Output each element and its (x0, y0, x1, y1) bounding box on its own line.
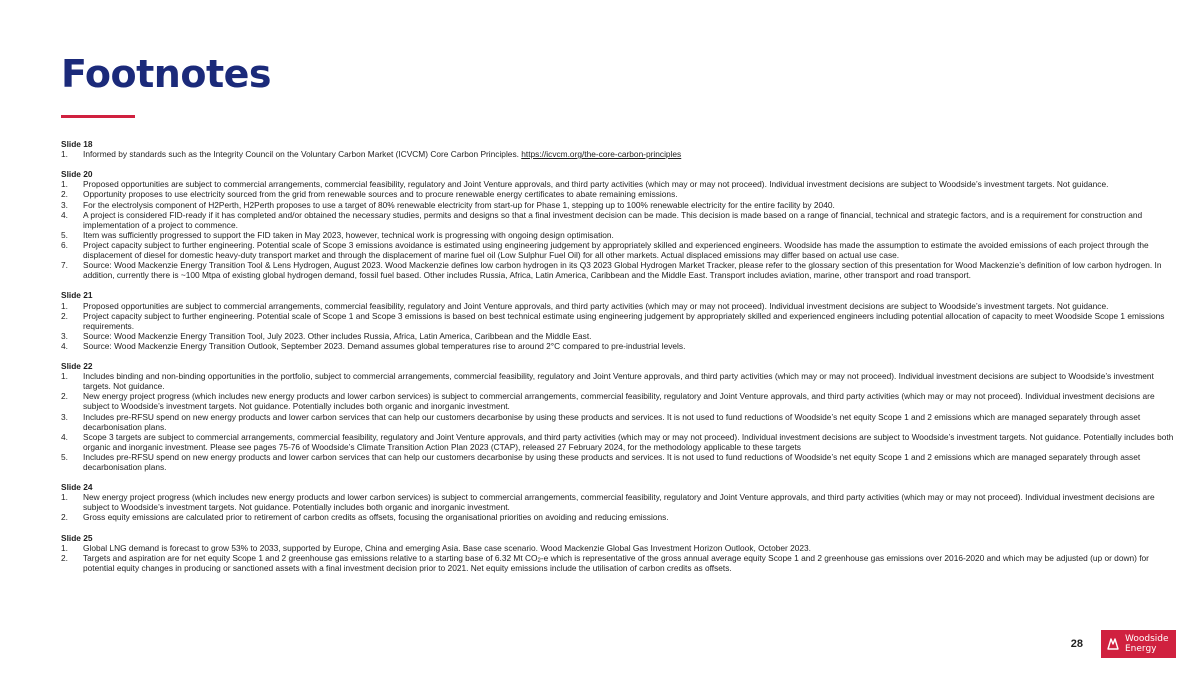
footnote-list (61, 149, 1175, 159)
footnote-number: 4. (61, 431, 68, 442)
footnote-text-continued: -e which is representative of the gross annual average equity Scope 1 and 2 greenhouse gas emissions over 2016-2020 and which may be adjusted (up or down) for potential equity changes in producing or sanctioned assets with a final investment decision prior to 2021. Net equity emissions include the utilisation of carbon credits as offsets. (83, 552, 1149, 573)
woodside-energy-logo (1101, 630, 1176, 658)
section-heading: Slide 24 (61, 482, 93, 493)
footnote-number: 1. (61, 300, 68, 311)
footnote-number: 2. (61, 189, 68, 200)
section-heading: Slide 21 (61, 290, 93, 301)
title-underline (61, 115, 135, 118)
footnote-number: 4. (61, 340, 68, 351)
footnote-section (61, 533, 1175, 573)
footnote-item (61, 341, 1175, 351)
footnote-number: 2. (61, 552, 68, 563)
footnote-item (61, 512, 1175, 522)
footnote-item (61, 492, 1175, 512)
section-heading: Slide 20 (61, 169, 93, 180)
footnote-item (61, 240, 1175, 260)
footnote-text: Project capacity subject to further engineering. Potential scale of Scope 1 and Scope 3 emissions is based on best technical estimate using engineering judgement by appropriately skilled and experienced engineers including potential allocation of capacity to meet Woodside Scope 1 emissions requirements. (83, 310, 1165, 331)
footnote-number: 3. (61, 199, 68, 210)
footnote-text: Project capacity subject to further engineering. Potential scale of Scope 3 emissions avoidance is estimated using engineering judgement by appropriately skilled and experienced engineers. Woodside has made the assumption to estimate the avoided emissions of each project through the displacement of diesel for domestic heavy-duty transport market and through the displacement of marine fuel oil (Low Sulphur Fuel Oil) for all other markets. Actual displaced emissions may differ based on actual use case. (83, 239, 1149, 261)
footnotes-body (61, 139, 1175, 583)
footnote-item (61, 301, 1175, 311)
footnote-number: 3. (61, 330, 68, 341)
footnote-number: 6. (61, 239, 68, 250)
woodside-flame-icon (1101, 630, 1125, 658)
footnote-number: 2. (61, 391, 68, 402)
footnote-list (61, 492, 1175, 522)
footnote-number: 4. (61, 209, 68, 220)
footnote-text: A project is considered FID-ready if it has completed and/or obtained the necessary studies, permits and designs so that a final investment decision can be made. This decision is made based on a range of financial, technical and strategic factors, and is a requirement for construction and implementation of a project to commence. (83, 209, 1143, 230)
footnote-link[interactable]: https://icvcm.org/the-core-carbon-principles (521, 149, 682, 160)
footnote-number: 2. (61, 512, 68, 523)
footnote-item (61, 432, 1175, 452)
footnote-item (61, 179, 1175, 189)
footnote-item (61, 200, 1175, 210)
logo-line-2: Energy (1125, 644, 1157, 654)
section-heading: Slide 22 (61, 361, 93, 372)
footnote-number: 1. (61, 542, 68, 553)
footnote-section (61, 169, 1175, 280)
footnote-item (61, 412, 1175, 432)
footnote-text: Source: Wood Mackenzie Energy Transition Tool & Lens Hydrogen, August 2023. Wood Mackenzie defines low carbon hydrogen in its Q3 2023 Global Hydrogen Market Tracker, please refer to the glossary section of this presentation for Wood Mackenzie’s definition of low carbon hydrogen. In addition, currently there is ~100 Mtpa of existing global hydrogen demand, fossil fuel based. Other includes Russia, Africa, Latin America, Caribbean and the Middle East. Transport includes aviation, marine, other transport and road transport. (83, 260, 1162, 281)
footnote-list (61, 301, 1175, 351)
footnote-list (61, 179, 1175, 280)
footnote-item (61, 230, 1175, 240)
footnote-number: 1. (61, 371, 68, 382)
footnote-number: 3. (61, 411, 68, 422)
subscript: 2 (537, 557, 541, 564)
footnote-text: Informed by standards such as the Integrity Council on the Voluntary Carbon Market (ICVCM) Core Carbon Principles. (83, 149, 522, 160)
footnote-text: Scope 3 targets are subject to commercial arrangements, commercial feasibility, regulatory and Joint Venture approvals, and third party activities (which may or may not proceed). Individual investment decisions are subject to Woodside’s investment targets. Not guidance. Potentially includes both organic and inorganic investment. Please see pages 75-76 of Woodside’s Climate Transition Action Plan 2023 (CTAP), released 27 February 2024, for the methodology applicable to these targets (83, 431, 1174, 452)
logo-line-1: Woodside (1125, 634, 1169, 644)
footnote-item (61, 149, 1175, 159)
footnote-number: 1. (61, 179, 68, 190)
footnote-item (61, 311, 1175, 331)
footnote-text: Global LNG demand is forecast to grow 53% to 2033, supported by Europe, China and emerging Asia. Base case scenario. Wood Mackenzie Global Gas Investment Horizon Outlook, October 2023. (83, 542, 812, 553)
footnote-text: Source: Wood Mackenzie Energy Transition Outlook, September 2023. Demand assumes global temperatures rise to around 2°C compared to pre-industrial levels. (83, 340, 686, 351)
footnote-section (61, 482, 1175, 522)
section-heading: Slide 18 (61, 139, 93, 149)
footnote-text: Opportunity proposes to use electricity sourced from the grid from renewable sources and to procure renewable energy certificates to abate remaining emissions. (83, 189, 678, 200)
footnote-text: New energy project progress (which includes new energy products and lower carbon services) is subject to commercial arrangements, commercial feasibility, regulatory and Joint Venture approvals, and third party activities (which may or may not proceed). Individual investment decisions are subject to Woodside’s investment targets. Not guidance. Potentially includes both organic and inorganic investment. (83, 391, 1155, 412)
footnote-item (61, 543, 1175, 553)
footnote-item (61, 391, 1175, 411)
footnote-text: Includes binding and non-binding opportunities in the portfolio, subject to commercial arrangements, commercial feasibility, regulatory and Joint Venture approvals, and third party activities (which may or may not proceed). Individual investment decisions are subject to Woodside’s investment targets. Not guidance. (83, 371, 1154, 392)
footnote-text: Includes pre-RFSU spend on new energy products and lower carbon services that can help our customers decarbonise by using these products and services. It is not used to fund reductions of Woodside’s net equity Scope 1 and 2 emissions which are managed separately through asset decarbonisation plans. (83, 451, 1141, 472)
footnote-list (61, 543, 1175, 573)
footnote-number: 5. (61, 229, 68, 240)
footnote-section (61, 290, 1175, 351)
footnote-item (61, 331, 1175, 341)
footnote-number: 5. (61, 451, 68, 462)
footnote-item (61, 371, 1175, 391)
footnote-text: Targets and aspiration are for net equity Scope 1 and 2 greenhouse gas emissions relative to a starting base of 6.32 Mt CO (83, 552, 538, 563)
footnote-text: Proposed opportunities are subject to commercial arrangements, commercial feasibility, regulatory and Joint Venture approvals, and third party activities (which may or may not proceed). Individual investment decisions are subject to Woodside’s investment targets. Not guidance. (83, 179, 1109, 190)
section-heading: Slide 25 (61, 532, 93, 543)
page-number: 28 (1070, 638, 1083, 650)
footnote-text: Proposed opportunities are subject to commercial arrangements, commercial feasibility, regulatory and Joint Venture approvals, and third party activities (which may or may not proceed). Individual investment decisions are subject to Woodside’s investment targets. Not guidance. (83, 300, 1109, 311)
footnote-text: New energy project progress (which includes new energy products and lower carbon services) is subject to commercial arrangements, commercial feasibility, regulatory and Joint Venture approvals, and third party activities (which may or may not proceed). Individual investment decisions are subject to Woodside’s investment targets. Not guidance. Potentially includes both organic and inorganic investment. (83, 492, 1155, 513)
footnote-item (61, 260, 1175, 280)
footnote-item (61, 210, 1175, 230)
footnote-item (61, 452, 1175, 472)
page-title: Footnotes (61, 52, 272, 96)
footnote-text: Includes pre-RFSU spend on new energy products and lower carbon services that can help our customers decarbonise by using these products and services. It is not used to fund reductions of Woodside’s net equity Scope 1 and 2 emissions which are managed separately through asset decarbonisation plans. (83, 411, 1141, 432)
footnote-text: Source: Wood Mackenzie Energy Transition Tool, July 2023. Other includes Russia, Africa, Latin America, Caribbean and the Middle East. (83, 330, 592, 341)
footnote-text: For the electrolysis component of H2Perth, H2Perth proposes to use a target of 80% renewable electricity from start-up for Phase 1, stepping up to 100% renewable electricity for the entire facility by 2040. (83, 199, 835, 210)
footnote-number: 1. (61, 149, 68, 160)
footnote-list (61, 371, 1175, 472)
footnote-number: 2. (61, 310, 68, 321)
footnote-item (61, 189, 1175, 199)
footnote-number: 1. (61, 492, 68, 503)
footnote-section (61, 361, 1175, 472)
footnote-section (61, 139, 1175, 159)
footnote-number: 7. (61, 260, 68, 271)
footnote-item (61, 553, 1175, 573)
footnote-text: Item was sufficiently progressed to support the FID taken in May 2023, however, technical work is progressing with ongoing design optimisation. (83, 229, 614, 240)
footnote-text: Gross equity emissions are calculated prior to retirement of carbon credits as offsets, focusing the organisational priorities on avoiding and reducing emissions. (83, 512, 669, 523)
